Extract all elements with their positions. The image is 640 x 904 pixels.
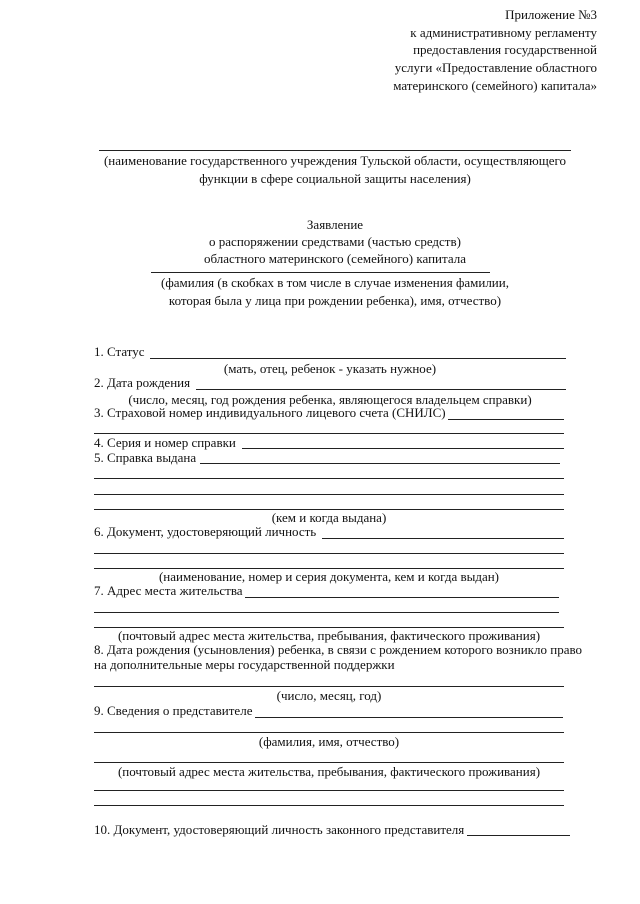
field-certificate-issued-hint: (кем и когда выдана) — [271, 510, 387, 525]
field-representative-line[interactable] — [255, 717, 563, 718]
field-certificate-issued-line-3[interactable] — [94, 494, 564, 495]
field-child-birthdate-label: 8. Дата рождения (усыновления) ребенка, в связи с рождением которого возникло право — [94, 642, 583, 657]
applicant-line — [151, 272, 490, 273]
field-certificate-issued-line[interactable] — [200, 463, 560, 464]
field-snils-line-2[interactable] — [94, 433, 564, 434]
appendix-title: Приложение №3 — [505, 7, 597, 22]
field-identity-document-line[interactable] — [322, 538, 564, 539]
applicant-hint: которая была у лица при рождении ребенка), имя, отчество) — [168, 293, 502, 308]
institution-hint: (наименование государственного учреждения Тульской области, осуществляющего — [103, 153, 567, 168]
field-snils-line[interactable] — [448, 419, 564, 420]
field-representative-document-line[interactable] — [467, 835, 570, 836]
field-representative-address-hint: (почтовый адрес места жительства, пребывания, фактического проживания) — [117, 764, 541, 779]
field-birthdate-label: 2. Дата рождения — [94, 375, 191, 390]
field-address-hint: (почтовый адрес места жительства, пребывания, фактического проживания) — [117, 628, 541, 643]
field-identity-document-hint: (наименование, номер и серия документа, кем и когда выдан) — [158, 569, 500, 584]
appendix-line: материнского (семейного) капитала» — [393, 78, 597, 93]
field-representative-line-2[interactable] — [94, 732, 564, 733]
document-subtitle: областного материнского (семейного) капитала — [204, 251, 466, 266]
field-representative-line-5[interactable] — [94, 805, 564, 806]
field-representative-name-hint: (фамилия, имя, отчество) — [258, 734, 400, 749]
appendix-line: предоставления государственной — [413, 42, 597, 57]
field-certificate-number-line[interactable] — [242, 448, 564, 449]
field-certificate-number-label: 4. Серия и номер справки — [94, 435, 236, 450]
field-address-line[interactable] — [245, 597, 559, 598]
field-child-birthdate-label-2: на дополнительные меры государственной поддержки — [94, 657, 395, 672]
field-birthdate-hint: (число, месяц, год рождения ребенка, являющегося владельцем справки) — [128, 392, 532, 407]
institution-hint: функции в сфере социальной защиты населения) — [199, 171, 471, 186]
field-identity-document-label: 6. Документ, удостоверяющий личность — [94, 524, 317, 539]
field-status-line[interactable] — [150, 358, 566, 359]
field-representative-line-4[interactable] — [94, 790, 564, 791]
field-status-hint: (мать, отец, ребенок - указать нужное) — [223, 361, 437, 376]
field-representative-line-3[interactable] — [94, 762, 564, 763]
field-representative-label: 9. Сведения о представителе — [94, 703, 253, 718]
field-identity-document-line-2[interactable] — [94, 553, 564, 554]
appendix-line: к административному регламенту — [410, 25, 597, 40]
field-child-birthdate-hint: (число, месяц, год) — [276, 688, 382, 703]
field-address-label: 7. Адрес места жительства — [94, 583, 243, 598]
field-address-line-2[interactable] — [94, 612, 559, 613]
field-status-label: 1. Статус — [94, 344, 145, 359]
applicant-hint: (фамилия (в скобках в том числе в случае изменения фамилии, — [161, 275, 509, 290]
document-title: Заявление — [306, 217, 364, 232]
field-certificate-issued-line-2[interactable] — [94, 478, 564, 479]
field-birthdate-line[interactable] — [196, 389, 566, 390]
institution-line — [99, 150, 571, 151]
field-representative-document-label: 10. Документ, удостоверяющий личность законного представителя — [94, 822, 465, 837]
field-child-birthdate-line[interactable] — [94, 686, 564, 687]
document-subtitle: о распоряжении средствами (частью средств) — [209, 234, 461, 249]
appendix-line: услуги «Предоставление областного — [394, 60, 597, 75]
field-certificate-issued-label: 5. Справка выдана — [94, 450, 197, 465]
field-snils-label: 3. Страховой номер индивидуального лицевого счета (СНИЛС) — [94, 405, 446, 420]
